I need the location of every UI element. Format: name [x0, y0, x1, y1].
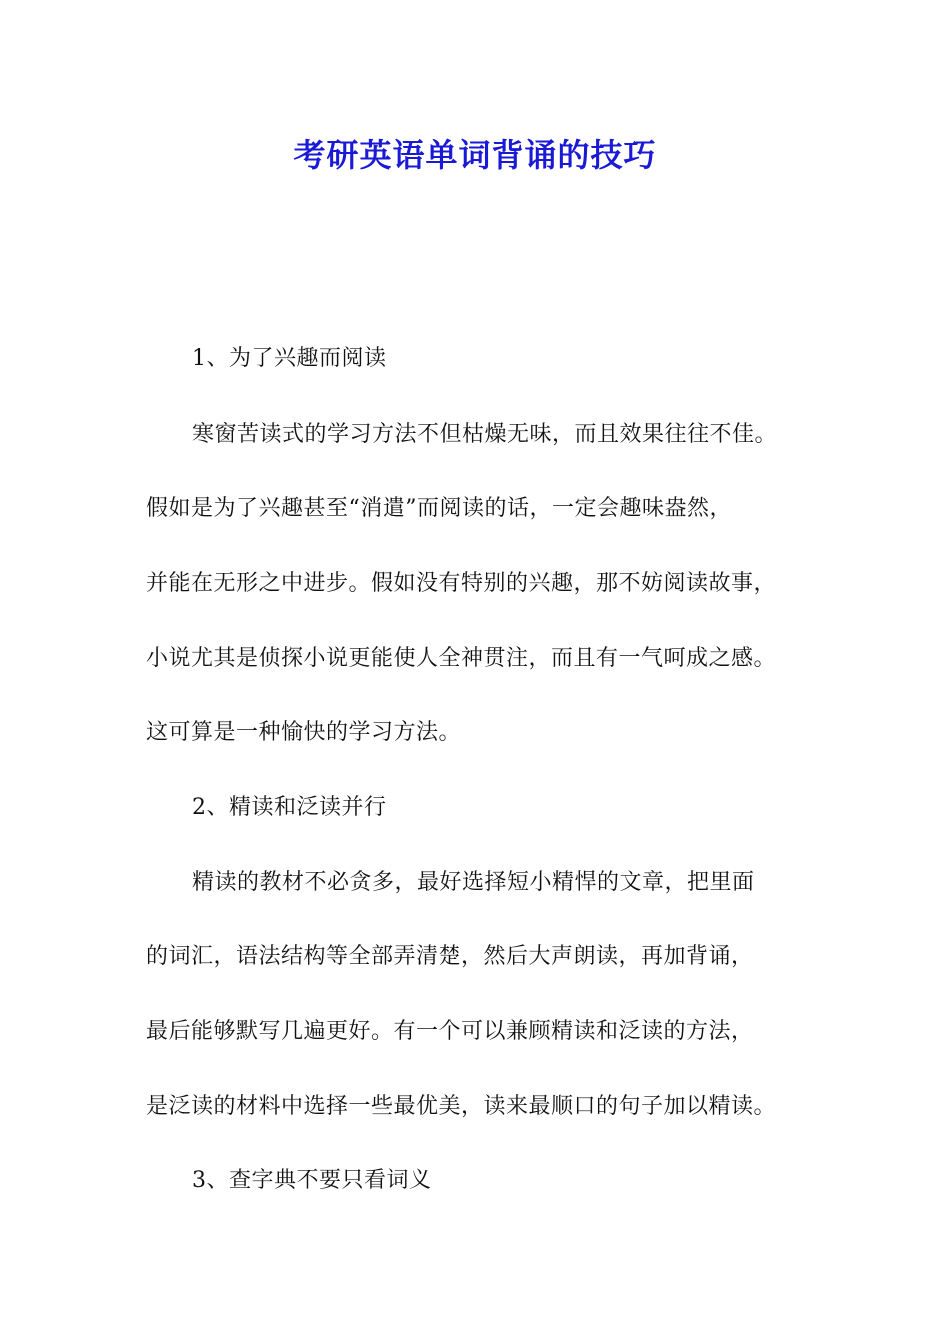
paragraph-line: 的词汇，语法结构等全部弄清楚，然后大声朗读，再加背诵，	[146, 944, 754, 969]
document-title: 考研英语单词背诵的技巧	[293, 136, 657, 174]
paragraph-line: 精读的教材不必贪多，最好选择短小精悍的文章，把里面	[192, 870, 755, 895]
section-heading-1: 1、为了兴趣而阅读	[192, 346, 387, 371]
section-heading-2: 2、精读和泛读并行	[192, 795, 387, 820]
paragraph-line: 小说尤其是侦探小说更能使人全神贯注，而且有一气呵成之感。	[146, 646, 777, 671]
paragraph-line: 是泛读的材料中选择一些最优美，读来最顺口的句子加以精读。	[146, 1094, 777, 1119]
section-heading-3: 3、查字典不要只看词义	[192, 1168, 432, 1193]
paragraph-line: 并能在无形之中进步。假如没有特别的兴趣，那不妨阅读故事，	[146, 571, 777, 596]
paragraph-line: 假如是为了兴趣甚至“消遣”而阅读的话，一定会趣味盎然，	[146, 496, 732, 521]
paragraph-line: 寒窗苦读式的学习方法不但枯燥无味，而且效果往往不佳。	[192, 422, 778, 447]
paragraph-line: 最后能够默写几遍更好。有一个可以兼顾精读和泛读的方法，	[146, 1019, 754, 1044]
paragraph-line: 这可算是一种愉快的学习方法。	[146, 720, 462, 745]
